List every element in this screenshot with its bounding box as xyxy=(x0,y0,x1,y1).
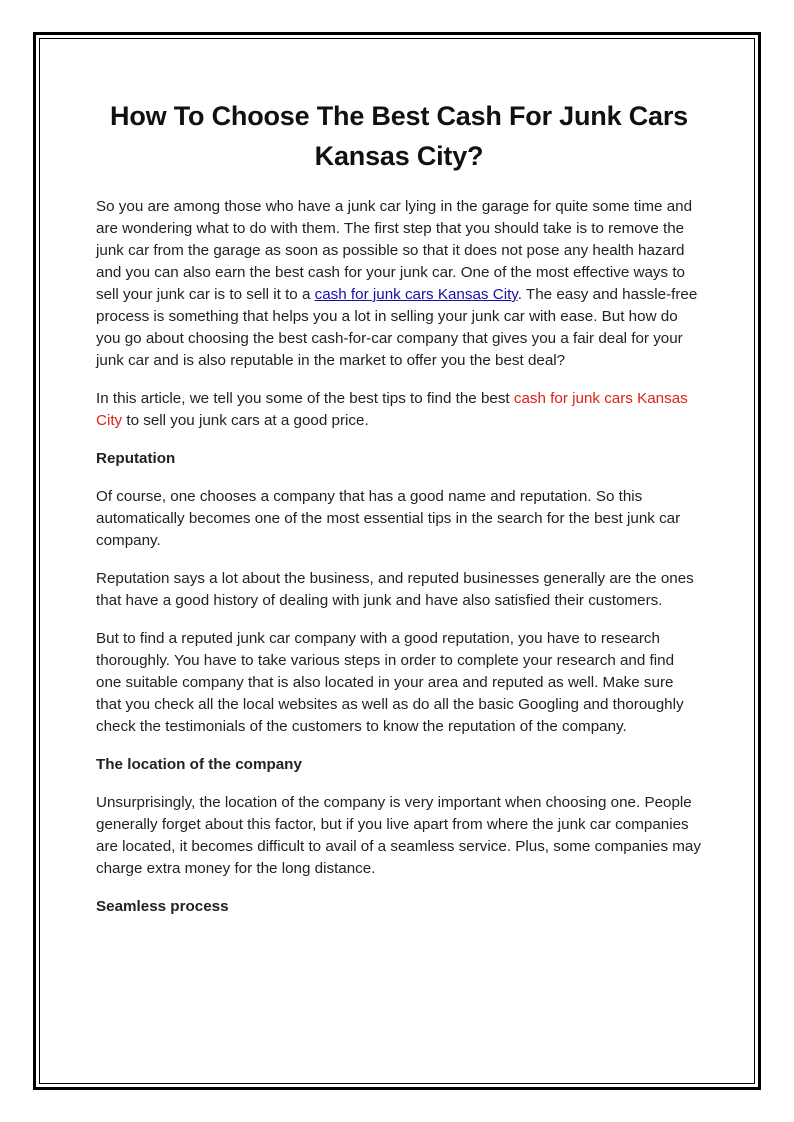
highlighted-keyword: cash for junk cars Kansas City xyxy=(96,390,688,429)
heading-reputation: Reputation xyxy=(96,450,176,467)
paragraph-intro-text-end: . The easy and hassle-free process is something that helps you a lot in selling your junk car with ease. But how do you go about choosing the best cash-for-car company that gives you a fair deal for your junk car and is also reputable in the market to offer you the best deal? xyxy=(96,286,698,369)
paragraph-intro-text-start: So you are among those who have a junk car lying in the garage for quite some time and are wondering what to do with them. The first step that you should take is to remove the junk car from the garage as soon as possible so that it does not pose any health hazard and you can also earn the best cash for your junk car. One of the most effective ways to sell your junk car is to sell it to a xyxy=(96,198,693,303)
paragraph-reputation-3: But to find a reputed junk car company with a good reputation, you have to research thoroughly. You have to take various steps in order to complete your research and find one suitable company that is also located in your area and reputed as well. Make sure that you check all the local websites as well as do all the basic Googling and thoroughly check the testimonials of the customers to know the reputation of the company. xyxy=(96,630,684,735)
paragraph-reputation-2: Reputation says a lot about the business, and reputed businesses generally are the ones that have a good history of dealing with junk and have also satisfied their customers. xyxy=(96,570,694,609)
paragraph-tips-text-end: to sell you junk cars at a good price. xyxy=(122,412,369,429)
heading-location: The location of the company xyxy=(96,756,302,773)
paragraph-tips-text-start: In this article, we tell you some of the best tips to find the best xyxy=(96,390,514,407)
paragraph-location: Unsurprisingly, the location of the company is very important when choosing one. People generally forget about this factor, but if you live apart from where the junk car companies are located, it becomes difficult to avail of a seamless service. Plus, some companies may charge extra money for the long distance. xyxy=(96,794,701,877)
paragraph-intro xyxy=(96,196,702,372)
article xyxy=(96,96,702,934)
heading-seamless-process: Seamless process xyxy=(96,898,229,915)
article-title: How To Choose The Best Cash For Junk Cars Kansas City? xyxy=(110,101,688,171)
paragraph-reputation-1: Of course, one chooses a company that has a good name and reputation. So this automatically becomes one of the most essential tips in the search for the best junk car company. xyxy=(96,488,681,549)
cash-for-junk-cars-link[interactable]: cash for junk cars Kansas City xyxy=(314,286,518,303)
paragraph-article-tips xyxy=(96,388,702,432)
